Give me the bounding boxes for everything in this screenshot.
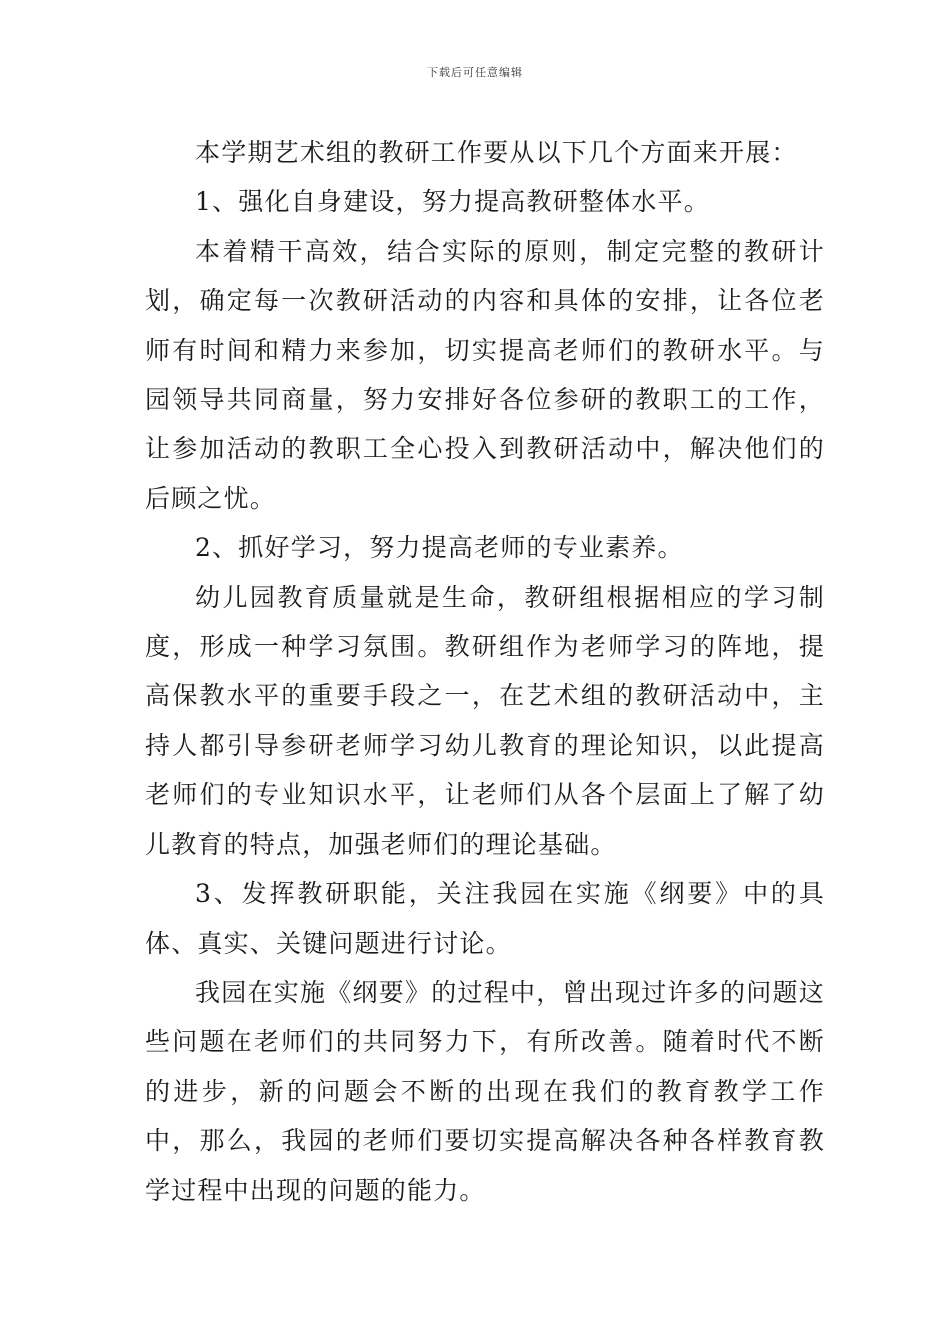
section-paragraph-1: 本着精干高效，结合实际的原则，制定完整的教研计划，确定每一次教研活动的内容和具体的安排，让各位老师有时间和精力来参加，切实提高老师们的教研水平。与园领导共同商量，努力安排好各位参研的教职工的工作，让参加活动的教职工全心投入到教研活动中，解决他们的后顾之忧。 (145, 236, 825, 513)
section-paragraph-2: 幼儿园教育质量就是生命，教研组根据相应的学习制度，形成一种学习氛围。教研组作为老师学习的阵地，提高保教水平的重要手段之一，在艺术组的教研活动中，主持人都引导参研老师学习幼儿教育的理论知识，以此提高老师们的专业知识水平，让老师们从各个层面上了解了幼儿教育的特点，加强老师们的理论基础。 (145, 582, 825, 859)
section-heading-3: 3、发挥教研职能，关注我园在实施《纲要》中的具体、真实、关键问题进行讨论。 (145, 879, 825, 958)
section-heading-1: 1、强化自身建设，努力提高教研整体水平。 (195, 187, 710, 217)
header-note: 下载后可任意编辑 (427, 66, 523, 79)
document-body (145, 128, 825, 1215)
intro-paragraph: 本学期艺术组的教研工作要从以下几个方面来开展： (195, 138, 798, 167)
section-paragraph-3: 我园在实施《纲要》的过程中，曾出现过许多的问题这些问题在老师们的共同努力下，有所改善。随着时代不断的进步，新的问题会不断的出现在我们的教育教学工作中，那么，我园的老师们要切实提高解决各种各样教育教学过程中出现的问题的能力。 (145, 977, 825, 1205)
section-heading-2: 2、抓好学习，努力提高老师的专业素养。 (195, 533, 684, 563)
